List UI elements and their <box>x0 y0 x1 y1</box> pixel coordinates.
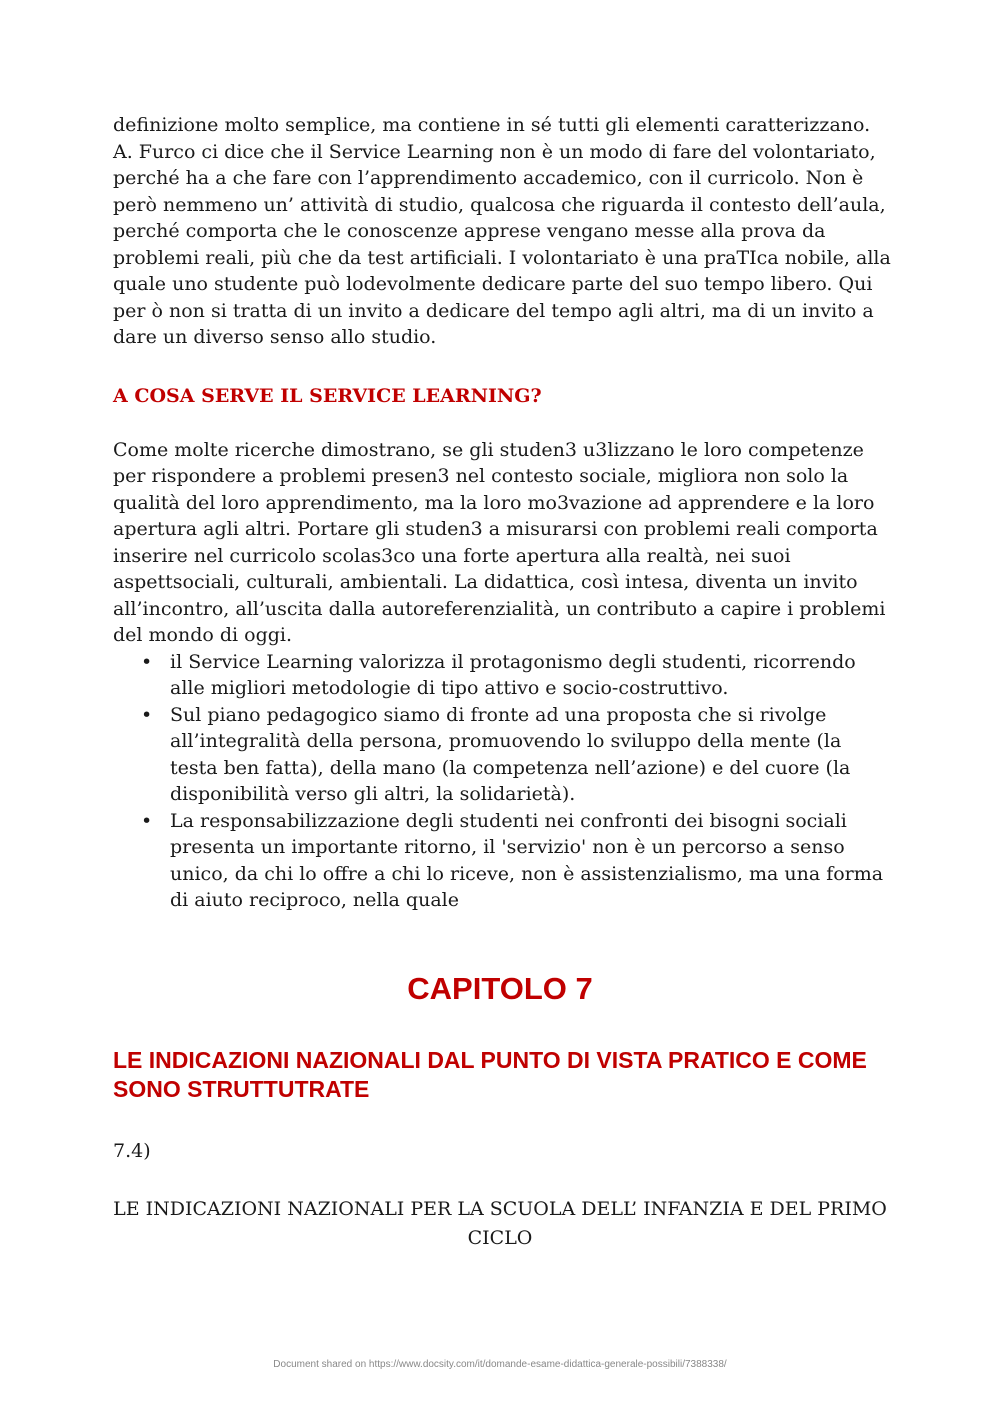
intro-paragraph: definizione molto semplice, ma contiene in sé tutti gli elementi caratterizzano. A. Furco ci dice che il Service Learning non è un modo di fare del volontariato, perché ha a che fare con l’apprendimento accademico, con il curricolo. Non è però nemmeno un’ attività di studio, qualcosa che riguarda il contesto dell’aula, perché comporta che le conoscenze apprese vengano messe alla prova da problemi reali, più che da test artificiali. I volontariato è una praTIca nobile, alla quale uno studente può lodevolmente dedicare parte del suo tempo libero. Qui per ò non si tratta di un invito a dedicare del tempo agli altri, ma di un invito a dare un diverso senso allo studio. <box>113 114 891 348</box>
list-item-text: Sul piano pedagogico siamo di fronte ad una proposta che si rivolge all’integralità della persona, promuovendo lo sviluppo della mente (la testa ben fatta), della mano (la competenza nell’azione) e del cuore (la disponibilità verso gli altri, la solidarietà). <box>170 703 851 805</box>
chapter-title: CAPITOLO 7 <box>407 970 593 1006</box>
list-item <box>141 808 893 914</box>
list-item-text: La responsabilizzazione degli studenti nei confronti dei bisogni sociali presenta un importante ritorno, il 'servizio' non è un percorso a senso unico, da chi lo offre a chi lo riceve, non è assistenzialismo, ma una forma di aiuto reciproco, nella quale <box>170 809 884 911</box>
centered-section-title: LE INDICAZIONI NAZIONALI PER LA SCUOLA DELL’ INFANZIA E DEL PRIMO CICLO <box>113 1198 887 1249</box>
bullet-icon: • <box>141 650 153 673</box>
section-heading: A COSA SERVE IL SERVICE LEARNING? <box>113 384 542 407</box>
document-page <box>113 112 893 1253</box>
bullet-icon: • <box>141 703 153 726</box>
footer-link-text[interactable]: Document shared on https://www.docsity.com/it/domande-esame-didattica-generale-possibili/7388338/ <box>273 1359 727 1370</box>
bullet-icon: • <box>141 809 153 832</box>
section-paragraph: Come molte ricerche dimostrano, se gli studen3 u3lizzano le loro competenze per rispondere a problemi presen3 nel contesto sociale, migliora non solo la qualità del loro apprendimento, ma la loro mo3vazione ad apprendere e la loro apertura agli altri. Portare gli studen3 a misurarsi con problemi reali comporta inserire nel curricolo scolas3co una forte apertura alla realtà, nei suoi aspettsociali, culturali, ambientali. La didattica, così intesa, diventa un invito all’incontro, all’uscita dalla autoreferenzialità, un contributo a capire i problemi del mondo di oggi. <box>113 438 886 646</box>
list-item-text: il Service Learning valorizza il protagonismo degli studenti, ricorrendo alle migliori metodologie di tipo attivo e socio-costruttivo. <box>170 650 856 699</box>
list-item <box>141 702 893 808</box>
list-item <box>141 649 893 702</box>
bullet-list <box>113 649 893 914</box>
section-number: 7.4) <box>113 1139 151 1162</box>
chapter-subtitle: LE INDICAZIONI NAZIONALI DAL PUNTO DI VISTA PRATICO E COME SONO STRUTTUTRATE <box>113 1046 867 1102</box>
